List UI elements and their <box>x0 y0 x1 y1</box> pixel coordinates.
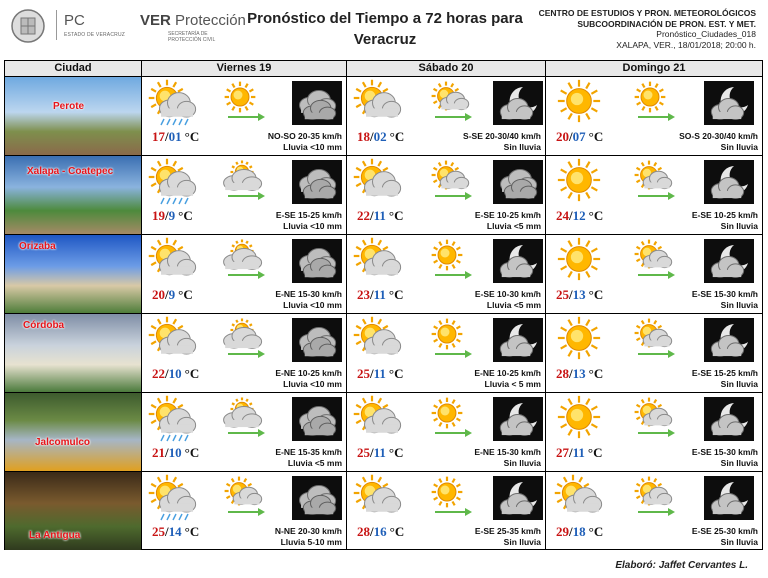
temp-max: 28 <box>357 524 370 539</box>
wind-rain-info <box>692 526 758 548</box>
wind-forecast: E-NE 15-30 km/h <box>474 447 541 457</box>
temperature-range <box>556 445 603 461</box>
forecast-cell <box>347 314 546 392</box>
wind-forecast: E-SE 15-30 km/h <box>691 289 758 299</box>
cloud-sun-wind-icon <box>218 476 270 525</box>
ver-logo-text: VER Protección <box>140 12 246 29</box>
wind-rain-info <box>475 289 541 311</box>
temp-min: 11 <box>373 366 386 381</box>
rain-forecast: Sin lluvia <box>720 142 758 152</box>
header-day-3: Domingo 21 <box>622 62 686 74</box>
rain-forecast: Sin lluvia <box>503 537 541 547</box>
wind-forecast: E-NE 10-25 km/h <box>474 368 541 378</box>
temp-separator: / <box>569 445 573 460</box>
temp-separator: / <box>165 208 169 223</box>
issuer-line-2: SUBCOORDINACIÓN DE PRON. EST. Y MET. <box>577 18 756 29</box>
sun-icon <box>552 79 606 132</box>
night-moon-cloud-icon <box>704 318 754 367</box>
cloud-sun-wind-icon <box>425 81 477 130</box>
forecast-cell <box>347 156 546 234</box>
temp-separator: / <box>165 129 169 144</box>
temp-separator: / <box>165 366 169 381</box>
temp-min: 10 <box>168 445 182 460</box>
temp-separator: / <box>370 129 374 144</box>
wind-forecast: E-SE 10-25 km/h <box>474 210 541 220</box>
wind-rain-info <box>276 210 342 232</box>
temperature-range <box>152 366 199 382</box>
forecast-cell <box>142 235 347 313</box>
temp-unit: °C <box>184 366 200 381</box>
temperature-range <box>556 366 603 382</box>
rain-forecast: Sin lluvia <box>720 221 758 231</box>
night-cloud-icon <box>292 160 342 209</box>
wind-forecast: E-NE 15-35 km/h <box>275 447 342 457</box>
sun-wind-icon <box>628 81 680 130</box>
temp-unit: °C <box>178 287 193 302</box>
wind-forecast: E-SE 10-25 km/h <box>691 210 758 220</box>
cloud-wind-icon <box>218 397 270 446</box>
temp-min: 10 <box>168 366 182 381</box>
city-photo <box>5 393 142 471</box>
temperature-range <box>357 445 404 461</box>
cloud-sun-wind-icon <box>628 239 680 288</box>
rain-cloud-sun-icon <box>146 158 200 211</box>
temp-min: 13 <box>572 366 586 381</box>
pc-logo-text: PC <box>64 12 85 29</box>
night-moon-cloud-icon <box>493 397 543 446</box>
temp-max: 20 <box>556 129 569 144</box>
city-name: Córdoba <box>23 320 65 331</box>
cloud-wind-icon <box>218 160 270 209</box>
city-photo <box>5 156 142 234</box>
wind-rain-info <box>275 447 342 469</box>
city-photo <box>5 235 142 313</box>
wind-rain-info <box>692 368 758 390</box>
forecast-cell <box>142 156 347 234</box>
night-cloud-icon <box>292 239 342 288</box>
rain-cloud-sun-icon <box>146 79 200 132</box>
wind-forecast: S-SE 20-30/40 km/h <box>463 131 541 141</box>
rain-cloud-sun-icon <box>146 395 200 448</box>
rain-forecast: Sin lluvia <box>720 458 758 468</box>
temperature-range <box>152 524 199 540</box>
temp-max: 28 <box>556 366 569 381</box>
forecast-cell <box>347 235 546 313</box>
page-title: Pronóstico del Tiempo a 72 horas para Veracruz <box>247 10 523 48</box>
temp-separator: / <box>569 129 573 144</box>
temp-max: 29 <box>556 524 569 539</box>
temperature-range <box>556 524 603 540</box>
forecast-cell <box>546 235 762 313</box>
night-moon-cloud-icon <box>704 239 754 288</box>
issuer-line-3: Pronóstico_Ciudades_018 <box>656 29 756 39</box>
temperature-range <box>152 287 193 303</box>
city-name: Xalapa - Coatepec <box>27 166 114 177</box>
night-moon-cloud-icon <box>493 239 543 288</box>
city-name: Orizaba <box>19 241 56 252</box>
night-moon-cloud-icon <box>493 318 543 367</box>
sun-icon <box>552 395 606 448</box>
temp-min: 11 <box>373 445 386 460</box>
temp-max: 23 <box>357 287 370 302</box>
wind-forecast: E-SE 15-25 km/h <box>275 210 342 220</box>
temp-separator: / <box>370 287 374 302</box>
temperature-range <box>357 208 404 224</box>
rain-forecast: Lluvia < 5 mm <box>484 379 541 389</box>
sun-icon <box>552 158 606 211</box>
temp-max: 25 <box>556 287 569 302</box>
sun-icon <box>552 237 606 290</box>
wind-rain-info <box>275 289 342 311</box>
night-cloud-icon <box>292 476 342 525</box>
rain-forecast: Lluvia <10 mm <box>283 300 342 310</box>
temperature-range <box>152 208 193 224</box>
cloud-sun-icon <box>146 316 200 369</box>
rain-forecast: Sin lluvia <box>720 300 758 310</box>
cloud-sun-icon <box>351 158 405 211</box>
cloud-sun-wind-icon <box>628 160 680 209</box>
temp-max: 20 <box>152 287 165 302</box>
author-credit: Elaboró: Jaffet Cervantes L. <box>615 560 748 571</box>
temp-max: 18 <box>357 129 370 144</box>
cloud-sun-icon <box>351 79 405 132</box>
wind-rain-info <box>275 368 342 390</box>
wind-forecast: E-NE 10-25 km/h <box>275 368 342 378</box>
ver-logo-subtitle: SECRETARÍA DE PROTECCIÓN CIVIL <box>168 31 216 43</box>
city-row <box>5 235 762 314</box>
temp-min: 11 <box>572 445 585 460</box>
temperature-range <box>357 524 404 540</box>
temp-unit: °C <box>389 129 405 144</box>
temp-unit: °C <box>388 208 404 223</box>
city-row <box>5 393 762 472</box>
temperature-range <box>556 287 603 303</box>
page-header <box>0 0 768 58</box>
temp-unit: °C <box>588 287 604 302</box>
table-header-row <box>5 61 762 77</box>
wind-rain-info <box>692 289 758 311</box>
rain-forecast: Lluvia 5-10 mm <box>280 537 342 547</box>
temp-min: 9 <box>168 287 176 302</box>
temp-unit: °C <box>588 524 604 539</box>
wind-rain-info <box>475 210 541 232</box>
temp-min: 18 <box>572 524 586 539</box>
city-row <box>5 314 762 393</box>
city-row <box>5 77 762 156</box>
wind-forecast: E-SE 15-30 km/h <box>691 447 758 457</box>
temp-max: 25 <box>357 366 370 381</box>
cloud-sun-wind-icon <box>425 160 477 209</box>
issuer-line-1: CENTRO DE ESTUDIOS Y PRON. METEOROLÓGICOS <box>538 8 756 18</box>
rain-forecast: Sin lluvia <box>720 379 758 389</box>
night-cloud-icon <box>292 397 342 446</box>
veracruz-seal-icon <box>10 8 46 44</box>
temp-separator: / <box>165 445 169 460</box>
sun-wind-icon <box>425 318 477 367</box>
forecast-cell <box>347 393 546 471</box>
temp-separator: / <box>569 287 573 302</box>
temp-max: 17 <box>152 129 165 144</box>
forecast-cell <box>546 156 762 234</box>
temp-unit: °C <box>388 366 404 381</box>
cloud-sun-icon <box>351 316 405 369</box>
wind-forecast: SO-S 20-30/40 km/h <box>679 131 758 141</box>
rain-forecast: Lluvia <5 mm <box>486 300 541 310</box>
temp-unit: °C <box>178 208 193 223</box>
wind-forecast: NO-SO 20-35 km/h <box>267 131 342 141</box>
temp-separator: / <box>165 524 169 539</box>
night-moon-cloud-icon <box>493 476 543 525</box>
temp-unit: °C <box>587 445 603 460</box>
wind-forecast: N-NE 20-30 km/h <box>274 526 342 536</box>
temp-min: 11 <box>373 287 386 302</box>
temperature-range <box>357 366 404 382</box>
header-day-2: Sábado 20 <box>347 61 546 76</box>
night-moon-cloud-icon <box>493 81 543 130</box>
temp-separator: / <box>569 524 573 539</box>
cloud-sun-wind-icon <box>628 397 680 446</box>
header-day-1: Viernes 19 <box>142 61 347 76</box>
wind-rain-info <box>275 526 342 548</box>
temperature-range <box>556 208 603 224</box>
temp-separator: / <box>569 366 573 381</box>
temp-min: 11 <box>373 208 386 223</box>
cloud-sun-icon <box>146 237 200 290</box>
issuer-info <box>506 8 756 50</box>
temp-min: 12 <box>572 208 586 223</box>
temp-max: 22 <box>152 366 165 381</box>
forecast-cell <box>142 77 347 155</box>
city-photo <box>5 314 142 392</box>
temp-unit: °C <box>588 366 604 381</box>
temp-unit: °C <box>388 287 404 302</box>
forecast-cell <box>347 77 546 155</box>
temp-min: 9 <box>168 208 176 223</box>
temp-max: 25 <box>357 445 370 460</box>
temp-unit: °C <box>184 524 200 539</box>
cloud-sun-icon <box>552 474 606 527</box>
temp-unit: °C <box>588 208 604 223</box>
city-name: Perote <box>53 101 85 112</box>
rain-forecast: Lluvia <10 mm <box>283 142 342 152</box>
temperature-range <box>357 287 404 303</box>
cloud-sun-wind-icon <box>628 476 680 525</box>
wind-rain-info <box>474 368 541 390</box>
forecast-cell <box>546 314 762 392</box>
wind-rain-info <box>474 447 541 469</box>
sun-wind-icon <box>425 239 477 288</box>
rain-forecast: Sin lluvia <box>503 458 541 468</box>
night-cloud-icon <box>292 81 342 130</box>
sun-wind-icon <box>218 81 270 130</box>
temp-unit: °C <box>588 129 604 144</box>
night-moon-cloud-icon <box>704 476 754 525</box>
city-row <box>5 156 762 235</box>
temp-max: 22 <box>357 208 370 223</box>
city-name: La Antigua <box>29 530 81 541</box>
temp-max: 24 <box>556 208 569 223</box>
sun-wind-icon <box>425 476 477 525</box>
night-cloud-icon <box>292 318 342 367</box>
rain-cloud-sun-icon <box>146 474 200 527</box>
cloud-sun-icon <box>351 395 405 448</box>
cloud-sun-icon <box>351 474 405 527</box>
temp-separator: / <box>370 366 374 381</box>
wind-rain-info <box>268 131 342 153</box>
forecast-cell <box>142 314 347 392</box>
rain-forecast: Sin lluvia <box>720 537 758 547</box>
forecast-cell <box>546 77 762 155</box>
wind-forecast: E-NE 15-30 km/h <box>275 289 342 299</box>
rain-forecast: Lluvia <10 mm <box>283 379 342 389</box>
wind-forecast: E-SE 25-30 km/h <box>691 526 758 536</box>
temp-separator: / <box>165 287 169 302</box>
city-photo <box>5 472 142 550</box>
temp-unit: °C <box>388 445 404 460</box>
city-photo <box>5 77 142 155</box>
night-moon-cloud-icon <box>704 397 754 446</box>
temperature-range <box>152 129 199 145</box>
sun-wind-icon <box>425 397 477 446</box>
temp-max: 19 <box>152 208 165 223</box>
temp-unit: °C <box>184 129 200 144</box>
cloud-wind-icon <box>218 318 270 367</box>
header-city: Ciudad <box>5 61 142 76</box>
temp-max: 21 <box>152 445 165 460</box>
night-cloud-icon <box>493 160 543 209</box>
rain-forecast: Lluvia <5 mm <box>486 221 541 231</box>
temp-separator: / <box>370 208 374 223</box>
temperature-range <box>556 129 603 145</box>
temp-separator: / <box>370 524 374 539</box>
temp-min: 02 <box>373 129 387 144</box>
issuer-line-4: XALAPA, VER., 18/01/2018; 20:00 h. <box>616 39 756 50</box>
temperature-range <box>357 129 404 145</box>
forecast-cell <box>546 393 762 471</box>
wind-rain-info <box>692 210 758 232</box>
wind-forecast: E-SE 25-35 km/h <box>474 526 541 536</box>
forecast-cell <box>546 472 762 550</box>
temp-separator: / <box>569 208 573 223</box>
wind-rain-info <box>692 447 758 469</box>
temp-min: 13 <box>572 287 586 302</box>
temp-max: 25 <box>152 524 165 539</box>
temperature-range <box>152 445 199 461</box>
sun-icon <box>552 316 606 369</box>
rain-forecast: Sin lluvia <box>503 142 541 152</box>
wind-rain-info <box>475 526 541 548</box>
pc-logo-subtitle: ESTADO DE VERACRUZ <box>64 32 126 38</box>
rain-forecast: Lluvia <10 mm <box>283 221 342 231</box>
header-divider <box>56 10 57 40</box>
wind-rain-info <box>463 131 541 153</box>
cloud-wind-icon <box>218 239 270 288</box>
forecast-table <box>4 60 763 550</box>
forecast-cell <box>142 472 347 550</box>
cloud-sun-wind-icon <box>628 318 680 367</box>
temp-min: 14 <box>168 524 182 539</box>
night-moon-cloud-icon <box>704 81 754 130</box>
temp-separator: / <box>370 445 374 460</box>
temp-max: 27 <box>556 445 569 460</box>
city-row <box>5 472 762 551</box>
cloud-sun-icon <box>351 237 405 290</box>
temp-min: 01 <box>168 129 182 144</box>
forecast-cell <box>142 393 347 471</box>
wind-forecast: E-SE 15-25 km/h <box>691 368 758 378</box>
temp-min: 16 <box>373 524 387 539</box>
night-moon-cloud-icon <box>704 160 754 209</box>
temp-min: 07 <box>572 129 586 144</box>
temp-unit: °C <box>184 445 200 460</box>
forecast-cell <box>347 472 546 550</box>
wind-forecast: E-SE 10-30 km/h <box>474 289 541 299</box>
city-name: Jalcomulco <box>35 437 91 448</box>
rain-forecast: Lluvia <5 mm <box>287 458 342 468</box>
wind-rain-info <box>679 131 758 153</box>
temp-unit: °C <box>389 524 405 539</box>
